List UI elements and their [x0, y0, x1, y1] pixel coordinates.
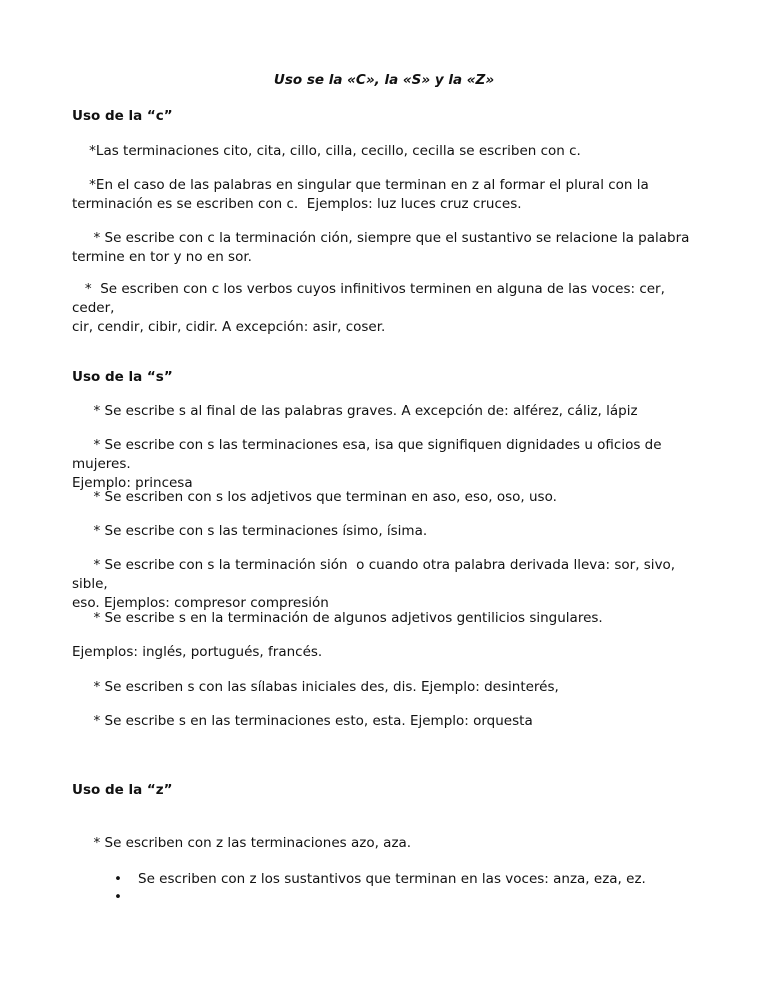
paragraph: * Se escribe con s las terminaciones ísimo, ísima.: [72, 523, 428, 539]
paragraph: * Se escriben con c los verbos cuyos infinitivos terminen en alguna de las voces: cer, ceder, cir, cendir, cibir, cidir. A excepción: asir, coser.: [72, 281, 665, 335]
heading-uso-c: Uso de la “c”: [72, 108, 173, 124]
heading-uso-z: Uso de la “z”: [72, 782, 173, 798]
paragraph: * Se escribe con c la terminación ción, siempre que el sustantivo se relacione la palabra termine en tor y no en sor.: [72, 230, 690, 265]
paragraph: * Se escribe s en la terminación de algunos adjetivos gentilicios singulares.: [72, 610, 603, 626]
paragraph: * Se escriben s con las sílabas iniciales des, dis. Ejemplo: desinterés,: [72, 679, 559, 695]
list-item: [114, 870, 646, 889]
paragraph: * Se escribe s en las terminaciones esto, esta. Ejemplo: orquesta: [72, 713, 533, 729]
paragraph: * Se escribe con s la terminación sión o cuando otra palabra derivada lleva: sor, sivo, sible, eso. Ejemplos: compresor compresión: [72, 557, 676, 611]
list-item: [114, 888, 138, 907]
heading-uso-s: Uso de la “s”: [72, 369, 173, 385]
bullet-icon: •: [114, 889, 122, 905]
paragraph: * Se escribe s al final de las palabras graves. A excepción de: alférez, cáliz, lápiz: [72, 403, 638, 419]
list-item-text: Se escriben con z los sustantivos que terminan en las voces: anza, eza, ez.: [138, 871, 646, 887]
bullet-icon: •: [114, 871, 122, 887]
paragraph: * Se escriben con s los adjetivos que terminan en aso, eso, oso, uso.: [72, 489, 557, 505]
paragraph: *Las terminaciones cito, cita, cillo, cilla, cecillo, cecilla se escriben con c.: [72, 143, 581, 159]
paragraph: Ejemplos: inglés, portugués, francés.: [72, 644, 323, 660]
document-title: Uso se la «C», la «S» y la «Z»: [273, 72, 495, 88]
paragraph: * Se escribe con s las terminaciones esa, isa que signifiquen dignidades u oficios de mujeres. Ejemplo: princesa: [72, 437, 662, 491]
paragraph: * Se escriben con z las terminaciones azo, aza.: [72, 835, 412, 851]
paragraph: *En el caso de las palabras en singular que terminan en z al formar el plural con la terminación es se escriben con c. Ejemplos: luz luces cruz cruces.: [72, 177, 649, 212]
